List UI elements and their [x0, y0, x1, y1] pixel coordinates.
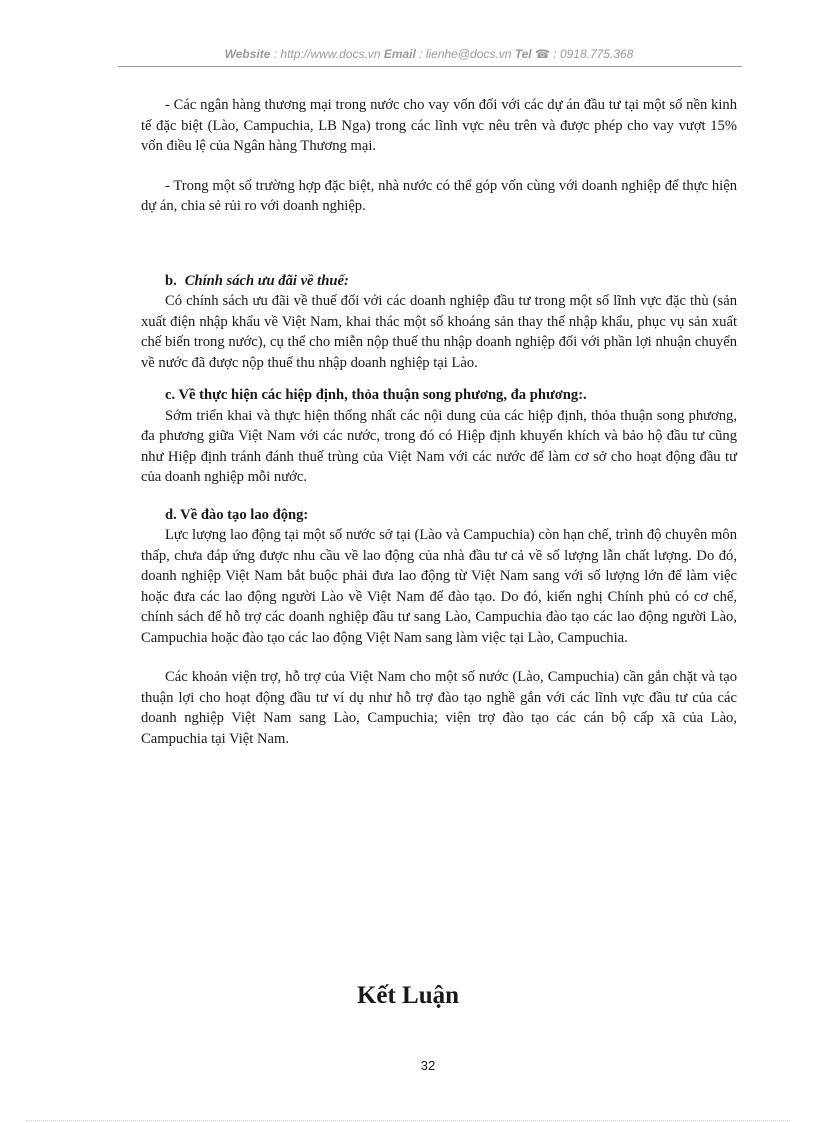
email-label: Email — [383, 47, 416, 61]
website-value: : http://www.docs.vn — [270, 47, 384, 61]
section-d-body-2: Các khoản viện trợ, hỗ trợ của Việt Nam cho một số nước (Lào, Campuchia) cần gắn chặt và tạo thuận lợi cho hoạt động đầu tư ví dụ như hỗ trợ đào tạo nghề gắn với các lĩnh vực đầu tư của các doanh nghiệp Việt Nam sang Lào, Campuchia; viện trợ đào tạo các cán bộ cấp xã của Lào, Campuchia tại Việt Nam. — [141, 669, 737, 747]
paragraph-bank-loans: - Các ngân hàng thương mại trong nước cho vay vốn đối với các dự án đầu tư tại một số nền kinh tế đặc biệt (Lào, Campuchia, LB Nga) trong các lĩnh vực nêu trên và được phép cho vay vượt 15% vốn điều lệ của Ngân hàng Thương mại. — [141, 97, 737, 154]
email-value: : lienhe@docs.vn — [415, 47, 515, 61]
conclusion-title: Kết Luận — [356, 982, 460, 1009]
page-number: 32 — [420, 1058, 436, 1073]
header-divider — [118, 66, 742, 67]
section-c-body: Sớm triển khai và thực hiện thống nhất các nội dung của các hiệp định, thỏa thuận song phương, đa phương giữa Việt Nam với các nước, trong đó có Hiệp định khuyến khích và bảo hộ đầu tư cũng như Hiệp định tránh đánh thuế trùng của Việt Nam với các nước để làm cơ sở cho hoạt động đầu tư của doanh nghiệp mỗi nước. — [141, 407, 737, 485]
paragraph-state-capital: - Trong một số trường hợp đặc biệt, nhà nước có thể góp vốn cùng với doanh nghiệp để thực hiện dự án, chia sẻ rủi ro với doanh nghiệp. — [141, 177, 737, 214]
phone-icon: ☎ — [534, 47, 550, 61]
page-header — [118, 47, 740, 61]
tel-label: Tel — [514, 47, 532, 61]
section-b-title: Chính sách ưu đãi về thuế: — [184, 272, 349, 289]
page-content — [141, 95, 737, 749]
section-c-heading: c. Về thực hiện các hiệp định, thỏa thuận song phương, đa phương:. — [165, 387, 587, 403]
section-b-label: b. — [165, 272, 177, 289]
tel-value: : 0918.775.368 — [549, 47, 634, 61]
section-b-body: Có chính sách ưu đãi về thuế đối với các doanh nghiệp đầu tư trong một số lĩnh vực đặc thù (sản xuất điện nhập khẩu về Việt Nam, khai thác một số khoáng sản thay thế nhập khẩu, phục vụ sản xuất chế biến trong nước), cụ thể cho miễn nộp thuế thu nhập doanh nghiệp đối với phần lợi nhuận chuyển về nước đã được nộp thuế thu nhập doanh nghiệp tại Lào. — [141, 293, 737, 371]
section-d-body-1: Lực lượng lao động tại một số nước sở tại (Lào và Campuchia) còn hạn chế, trình độ chuyên môn thấp, chưa đáp ứng được nhu cầu về lao động của nhà đầu tư cả về số lượng lẫn chất lượng. Do đó, doanh nghiệp Việt Nam bắt buộc phải đưa lao động từ Việt Nam sang với số lượng lớn để làm việc hoặc đưa các lao động người Lào về Việt Nam để đào tạo. Do đó, kiến nghị Chính phủ có cơ chế, chính sách để hỗ trợ các doanh nghiệp đầu tư sang Lào, Campuchia đào tạo các lao động người Lào, Campuchia hoặc đào tạo các lao động Việt Nam sang làm việc tại Lào, Campuchia. — [141, 527, 737, 646]
section-b-heading — [165, 271, 737, 292]
section-d-heading: d. Về đào tạo lao động: — [165, 506, 309, 523]
footer-divider — [26, 1120, 790, 1121]
website-label: Website — [224, 47, 271, 61]
